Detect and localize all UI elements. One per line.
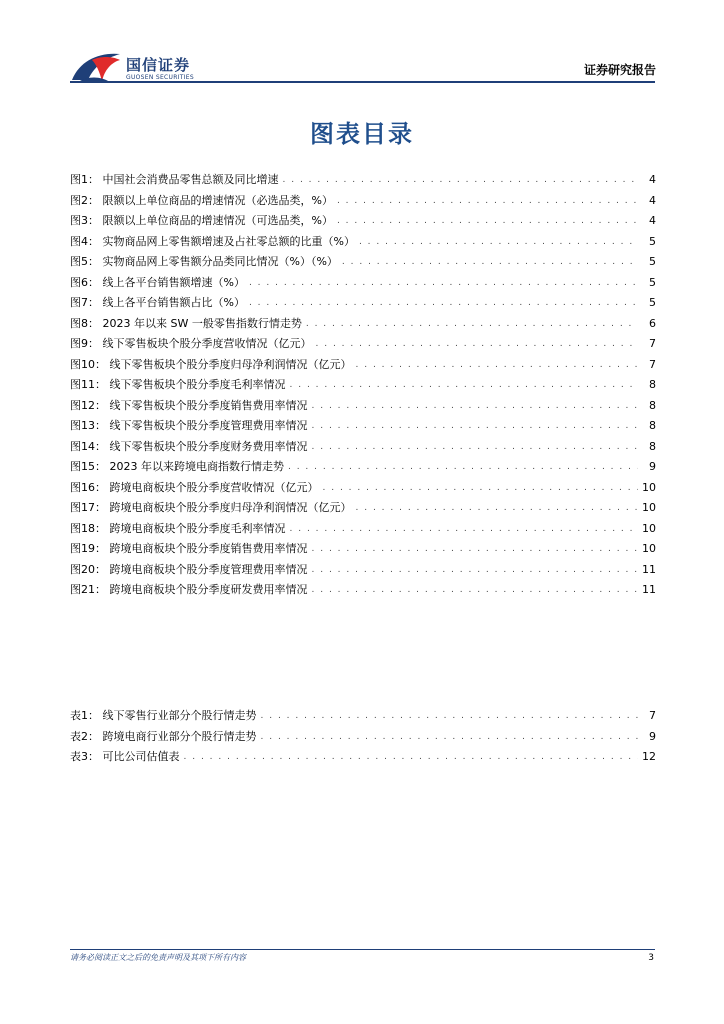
figure-page: 4 bbox=[649, 193, 656, 207]
figure-page: 5 bbox=[649, 296, 656, 309]
leader-dots bbox=[290, 375, 639, 396]
table-entry[interactable] bbox=[70, 706, 656, 727]
figure-entry[interactable] bbox=[70, 273, 656, 294]
page-title: 图表目录 bbox=[310, 120, 414, 148]
figure-title: 图6： 线上各平台销售额增速（%） bbox=[70, 275, 245, 289]
report-type: 证券研究报告 bbox=[583, 63, 656, 77]
figure-title: 图8： 2023 年以来 SW 一般零售指数行情走势 bbox=[70, 316, 302, 330]
figure-entry[interactable] bbox=[70, 519, 656, 540]
figure-entry[interactable] bbox=[70, 478, 656, 499]
figure-entry[interactable] bbox=[70, 232, 656, 253]
figure-entry[interactable] bbox=[70, 293, 656, 314]
figure-title: 图2： 限额以上单位商品的增速情况（必选品类，%） bbox=[70, 193, 333, 207]
figure-page: 7 bbox=[649, 337, 656, 350]
leader-dots bbox=[306, 314, 638, 335]
page-header bbox=[0, 0, 724, 90]
figure-entry[interactable] bbox=[70, 334, 656, 355]
figure-entry[interactable] bbox=[70, 314, 656, 335]
table-title: 表3： 可比公司估值表 bbox=[70, 750, 180, 763]
table-page: 9 bbox=[649, 729, 656, 743]
figure-page: 10 bbox=[642, 480, 656, 494]
leader-dots bbox=[312, 580, 639, 601]
figure-page: 5 bbox=[649, 275, 656, 289]
figure-page: 11 bbox=[642, 562, 656, 576]
figure-title: 图16： 跨境电商板块个股分季度营收情况（亿元） bbox=[70, 480, 319, 494]
leader-dots bbox=[359, 232, 638, 253]
leader-dots bbox=[312, 416, 639, 437]
leader-dots bbox=[342, 252, 638, 273]
figure-entry[interactable] bbox=[70, 191, 656, 212]
figure-title: 图10： 线下零售板块个股分季度归母净利润情况（亿元） bbox=[70, 357, 352, 371]
leader-dots bbox=[356, 355, 639, 376]
figure-entry[interactable] bbox=[70, 560, 656, 581]
footer-divider bbox=[70, 949, 655, 950]
figure-page: 11 bbox=[642, 583, 656, 596]
figure-title: 图17： 跨境电商板块个股分季度归母净利润情况（亿元） bbox=[70, 501, 352, 514]
leader-dots bbox=[184, 747, 639, 768]
page-number: 3 bbox=[648, 953, 654, 963]
figure-entry[interactable] bbox=[70, 170, 656, 191]
figure-title: 图12： 线下零售板块个股分季度销售费用率情况 bbox=[70, 398, 308, 412]
figure-entry[interactable] bbox=[70, 375, 656, 396]
leader-dots bbox=[337, 191, 638, 212]
leader-dots bbox=[323, 478, 639, 499]
table-title: 表1： 线下零售行业部分个股行情走势 bbox=[70, 709, 257, 722]
figure-page: 6 bbox=[649, 316, 656, 330]
leader-dots bbox=[312, 396, 639, 417]
figure-page: 8 bbox=[649, 419, 656, 432]
figure-list bbox=[70, 170, 656, 601]
leader-dots bbox=[312, 560, 639, 581]
figure-entry[interactable] bbox=[70, 416, 656, 437]
brand-name-en: GUOSEN SECURITIES bbox=[126, 74, 195, 81]
figure-page: 4 bbox=[649, 173, 656, 186]
figure-entry[interactable] bbox=[70, 498, 656, 519]
leader-dots bbox=[249, 293, 638, 314]
leader-dots bbox=[261, 727, 639, 748]
figure-page: 8 bbox=[649, 398, 656, 412]
leader-dots bbox=[283, 170, 639, 191]
table-title: 表2： 跨境电商行业部分个股行情走势 bbox=[70, 729, 257, 743]
leader-dots bbox=[249, 273, 638, 294]
figure-page: 7 bbox=[649, 357, 656, 371]
figure-title: 图15： 2023 年以来跨境电商指数行情走势 bbox=[70, 460, 284, 473]
disclaimer-text: 请务必阅读正文之后的免责声明及其项下所有内容 bbox=[70, 953, 246, 962]
figure-entry[interactable] bbox=[70, 355, 656, 376]
leader-dots bbox=[316, 334, 639, 355]
header-divider bbox=[70, 81, 655, 83]
figure-title: 图4： 实物商品网上零售额增速及占社零总额的比重（%） bbox=[70, 234, 355, 248]
table-page: 12 bbox=[642, 750, 656, 763]
table-entry[interactable] bbox=[70, 727, 656, 748]
figure-page: 8 bbox=[649, 439, 656, 453]
figure-entry[interactable] bbox=[70, 457, 656, 478]
leader-dots bbox=[337, 211, 638, 232]
figure-title: 图20： 跨境电商板块个股分季度管理费用率情况 bbox=[70, 562, 308, 576]
figure-title: 图13： 线下零售板块个股分季度管理费用率情况 bbox=[70, 419, 308, 432]
figure-entry[interactable] bbox=[70, 580, 656, 601]
figure-title: 图11： 线下零售板块个股分季度毛利率情况 bbox=[70, 378, 286, 391]
figure-page: 10 bbox=[642, 521, 656, 535]
leader-dots bbox=[261, 706, 639, 727]
figure-page: 5 bbox=[649, 234, 656, 248]
figure-title: 图1： 中国社会消费品零售总额及同比增速 bbox=[70, 173, 279, 186]
figure-page: 5 bbox=[649, 255, 656, 268]
figure-entry[interactable] bbox=[70, 437, 656, 458]
leader-dots bbox=[290, 519, 639, 540]
figure-entry[interactable] bbox=[70, 211, 656, 232]
figure-page: 4 bbox=[649, 214, 656, 227]
figure-entry[interactable] bbox=[70, 252, 656, 273]
figure-page: 10 bbox=[642, 501, 656, 514]
figure-entry[interactable] bbox=[70, 396, 656, 417]
figure-title: 图5： 实物商品网上零售额分品类同比情况（%）（%） bbox=[70, 255, 338, 268]
figure-title: 图18： 跨境电商板块个股分季度毛利率情况 bbox=[70, 521, 286, 535]
brand-name: 国信证券 bbox=[126, 56, 191, 74]
leader-dots bbox=[312, 437, 639, 458]
table-page: 7 bbox=[649, 709, 656, 722]
figure-page: 9 bbox=[649, 460, 656, 473]
figure-title: 图7： 线上各平台销售额占比（%） bbox=[70, 296, 245, 309]
leader-dots bbox=[288, 457, 638, 478]
leader-dots bbox=[356, 498, 639, 519]
figure-title: 图9： 线下零售板块个股分季度营收情况（亿元） bbox=[70, 337, 312, 350]
figure-entry[interactable] bbox=[70, 539, 656, 560]
figure-page: 8 bbox=[649, 378, 656, 391]
figure-title: 图21： 跨境电商板块个股分季度研发费用率情况 bbox=[70, 583, 308, 596]
figure-title: 图3： 限额以上单位商品的增速情况（可选品类，%） bbox=[70, 214, 333, 227]
figure-title: 图14： 线下零售板块个股分季度财务费用率情况 bbox=[70, 439, 308, 453]
table-entry[interactable] bbox=[70, 747, 656, 768]
figure-title: 图19： 跨境电商板块个股分季度销售费用率情况 bbox=[70, 542, 308, 555]
figure-page: 10 bbox=[642, 542, 656, 555]
leader-dots bbox=[312, 539, 639, 560]
table-list bbox=[70, 706, 656, 768]
